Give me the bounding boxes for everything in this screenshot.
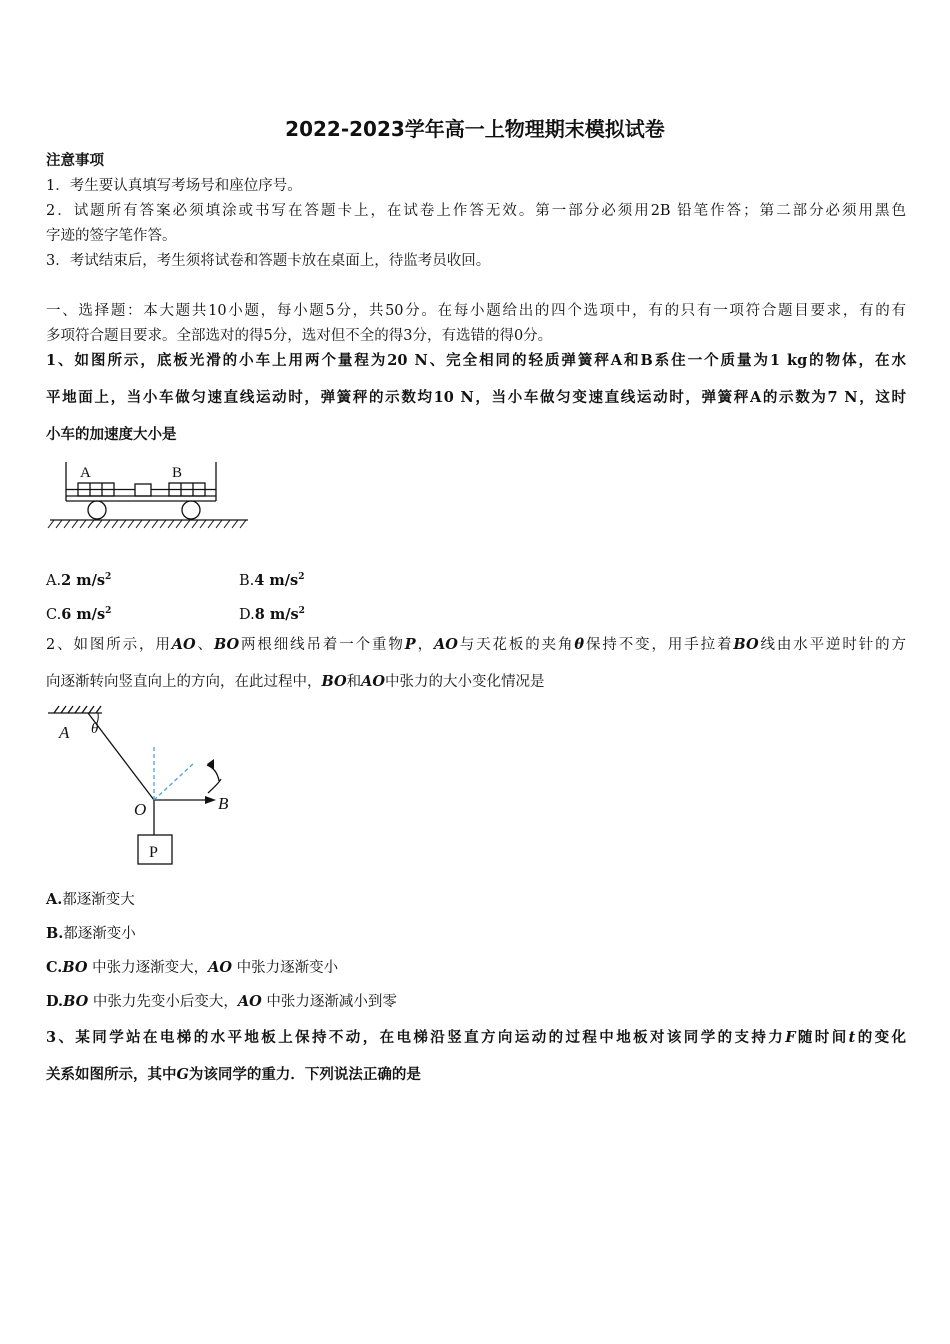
q1-option-a-value: 2 m/s	[61, 571, 106, 589]
q1-option-c-value: 6 m/s	[61, 605, 106, 623]
notice-item-2: 2．试题所有答案必须填涂或书写在答题卡上，在试卷上作答无效。第一部分必须用2B 铅笔作答；第二部分必须用黑色	[46, 203, 906, 219]
q1-option-c-letter: C.	[46, 606, 62, 623]
q2-option-b[interactable]: B.都逐渐变小	[46, 925, 136, 942]
q2-stem-line-1: 2、如图所示，用AO、BO两根细线吊着一个重物P，AO与天花板的夹角θ保持不变，用手拉着BO线由水平逆时针的方	[46, 636, 907, 653]
q1-option-b-letter: B.	[239, 572, 255, 589]
q1-option-a-exp: 2	[105, 572, 112, 582]
q1-option-a-letter: A.	[46, 572, 62, 589]
q1-stem-line-2: 平地面上，当小车做匀速直线运动时，弹簧秤的示数均10 N，当小车做匀变速直线运动时，弹簧秤A的示数为7 N，这时	[46, 389, 906, 406]
q1-stem-line-3: 小车的加速度大小是	[46, 426, 177, 443]
q2-label-a: A	[59, 723, 70, 742]
q2-stem-line-2: 向逐渐转向竖直向上的方向，在此过程中，BO和AO中张力的大小变化情况是	[46, 673, 545, 690]
section-instructions-line-1: 一、选择题：本大题共10小题，每小题5分，共50分。在每小题给出的四个选项中，有的只有一项符合题目要求，有的有	[46, 303, 906, 319]
q1-option-d[interactable]	[239, 601, 305, 625]
q1-stem-line-1: 1、如图所示，底板光滑的小车上用两个量程为20 N、完全相同的轻质弹簧秤A和B系住一个质量为1 kg的物体，在水	[46, 352, 906, 369]
q1-cart-figure	[46, 458, 252, 534]
section-instructions-line-2: 多项符合题目要求。全部选对的得5分，选对但不全的得3分，有选错的得0分。	[46, 328, 553, 344]
notice-item-2-cont: 字迹的签字笔作答。	[46, 228, 177, 244]
q1-option-a[interactable]	[46, 567, 111, 591]
q1-option-d-exp: 2	[298, 606, 305, 616]
q1-option-c-exp: 2	[105, 606, 112, 616]
q2-option-c[interactable]: C.BO 中张力逐渐变大，AO 中张力逐渐变小	[46, 959, 339, 976]
q1-option-d-value: 8 m/s	[254, 605, 299, 623]
q3-stem-line-2: 关系如图所示，其中G为该同学的重力．下列说法正确的是	[46, 1066, 421, 1083]
q2-option-a[interactable]: A.都逐渐变大	[46, 891, 135, 908]
q1-option-b[interactable]	[239, 567, 304, 591]
q1-label-b: B	[172, 465, 183, 481]
notice-item-3: 3．考试结束后，考生须将试卷和答题卡放在桌面上，待监考员收回。	[46, 253, 491, 269]
q1-option-d-letter: D.	[239, 606, 255, 623]
q1-label-a: A	[80, 465, 91, 481]
q1-option-b-exp: 2	[298, 572, 305, 582]
q1-option-c[interactable]	[46, 601, 111, 625]
notice-item-1: 1．考生要认真填写考场号和座位序号。	[46, 178, 302, 194]
q2-label-b: B	[218, 794, 229, 813]
q2-label-o: O	[134, 800, 147, 819]
page-title: 2022-2023学年高一上物理期末模拟试卷	[285, 117, 665, 141]
notice-heading: 注意事项	[46, 152, 104, 169]
q2-tension-figure	[44, 703, 244, 871]
q2-label-theta: θ	[91, 721, 99, 737]
q3-stem-line-1: 3、某同学站在电梯的水平地板上保持不动，在电梯沿竖直方向运动的过程中地板对该同学的支持力F随时间t的变化	[46, 1029, 907, 1046]
q1-option-b-value: 4 m/s	[254, 571, 299, 589]
q2-option-d[interactable]: D.BO 中张力先变小后变大，AO 中张力逐渐减小到零	[46, 993, 397, 1010]
q2-label-p: P	[149, 844, 158, 861]
